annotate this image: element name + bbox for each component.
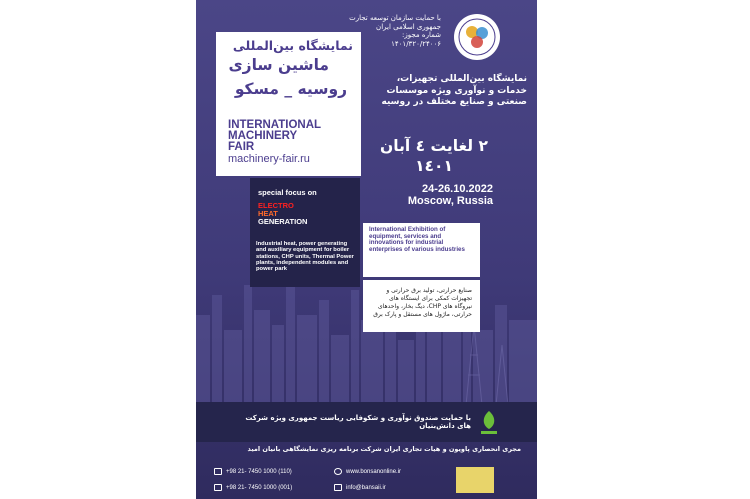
globe-icon <box>334 468 342 475</box>
generation-label: GENERATION <box>258 217 308 226</box>
en-title-line2: MACHINERY <box>228 130 298 142</box>
sponsor-text: با حمایت صندوق نوآوری و شکوفایی ریاست جمهوری ویژه شرکت های دانش‌بنیان <box>245 414 471 430</box>
organizer-text: مجری انحصاری پاویون و هیات تجاری ایران شرکت برنامه ریزی نمایشگاهی بانیان امید <box>247 445 521 453</box>
support-line2: جمهوری اسلامی ایران <box>376 22 441 31</box>
support-line3: شماره مجوز: <box>402 31 441 39</box>
exhibition-en-text: International Exhibition of equipment, services and innovations for industrial enterprises of various industries <box>369 226 465 253</box>
website-url[interactable]: machinery-fair.ru <box>228 153 310 165</box>
electro-heat-generation <box>258 202 307 226</box>
electro-label: ELECTRO <box>258 201 294 210</box>
phone-row-2 <box>214 484 292 491</box>
exhibition-fa-text: صنایع حرارتی، تولید برق حرارتی و تجهیزات کمکی برای ایستگاه های نیروگاه های CHP، دیگ بخار، واحدهای حرارتی، ماژول های مستقل و پارک برق <box>373 287 472 318</box>
web-row <box>334 468 401 475</box>
phone-2[interactable]: +98 21- 7450 1000 (001) <box>226 484 293 491</box>
website[interactable]: www.bonsanonline.ir <box>346 468 402 475</box>
en-title-line3: FAIR <box>228 141 255 153</box>
innovation-fund-logo-icon <box>478 409 500 437</box>
special-focus-title: special focus on <box>258 188 317 197</box>
heat-label: HEAT <box>258 209 278 218</box>
trade-organization-logo-icon <box>452 12 502 62</box>
special-focus-box <box>250 178 360 287</box>
support-line1: با حمایت سازمان توسعه تجارت <box>349 14 441 22</box>
email[interactable]: info@bansaii.ir <box>346 484 386 491</box>
exhibition-fa-box <box>363 280 480 332</box>
date-fa-line2: ۱٤۰۱ <box>415 157 453 175</box>
focus-description: Industrial heat, power generating and auxiliary equipment for boiler stations, CHP units, Thermal Power plants, independent modules and power park <box>256 241 354 273</box>
fa-title-line3: روسیه _ مسکو <box>234 80 347 98</box>
fax-icon <box>214 484 222 491</box>
poster <box>196 0 537 499</box>
sponsor-band <box>196 402 537 442</box>
title-card <box>216 32 361 176</box>
phone-row-1 <box>214 468 292 475</box>
phone-icon <box>214 468 222 475</box>
fa-title-line1: نمایشگاه بین‌المللی <box>232 38 353 53</box>
date-en <box>363 183 493 207</box>
fa-title-line2: ماشین سازی <box>228 56 329 74</box>
en-title-line1: INTERNATIONAL <box>228 119 322 131</box>
support-text <box>321 14 441 48</box>
date-en-line2: Moscow, Russia <box>407 195 493 207</box>
date-fa-line1: ۲ لغایت ٤ آبان <box>380 137 488 155</box>
date-fa <box>369 136 499 176</box>
date-en-line1: 24-26.10.2022 <box>422 183 493 195</box>
exhibition-description-fa: نمایشگاه بین‌المللی تجهیزات، خدمات و نوآوری ویژه موسسات صنعتی و صنایع مختلف در روسیه <box>381 74 527 107</box>
phone-1[interactable]: +98 21- 7450 1000 (110) <box>226 468 292 475</box>
support-line4: ۱۴۰۱/۳۲۰/۲۴۰۰۶ <box>391 39 441 48</box>
email-row <box>334 484 386 491</box>
exhibition-en-box <box>363 223 480 277</box>
email-icon <box>334 484 342 491</box>
organizer-logo-icon <box>456 467 494 493</box>
